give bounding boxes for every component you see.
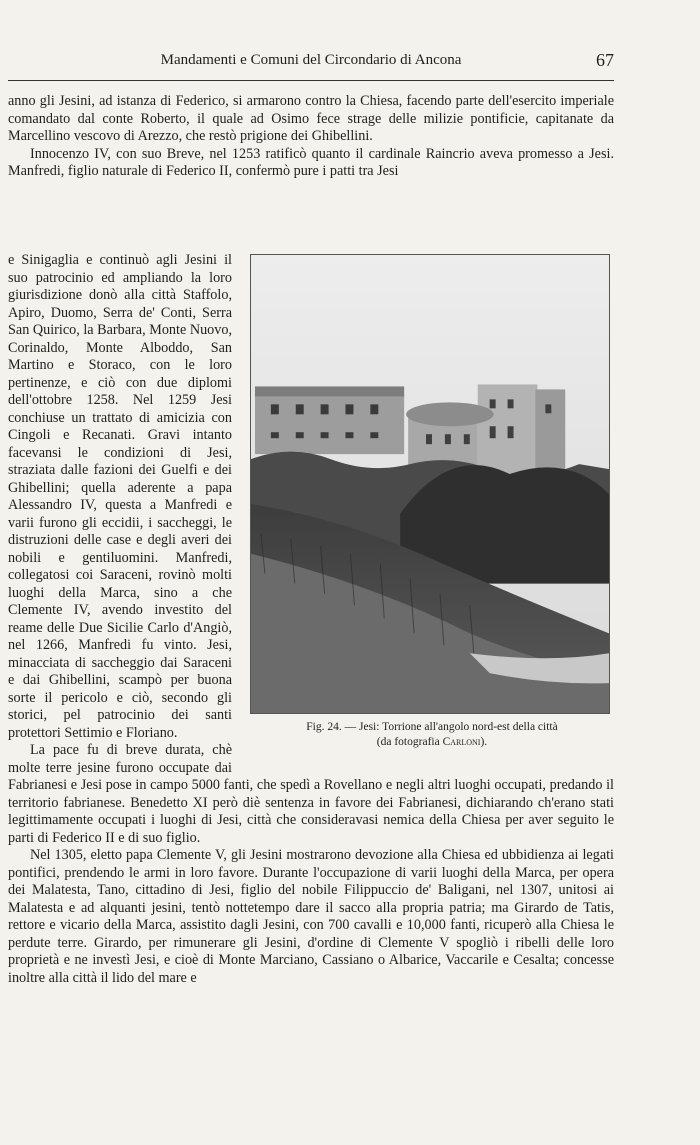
figure [242,254,614,754]
paragraph-1: anno gli Jesini, ad istanza di Federico, si armarono contro la Chiesa, facendo parte dell'esercito imperiale comandato dal conte Roberto, il quale ad Osimo fece strage delle milizie pontificie, capitanate da Marcellino vescovo di Arezzo, che restò prigione dei Ghibellini. [8,93,614,144]
wrapped-section [8,252,614,987]
paragraph-2: Innocenzo IV, con suo Breve, nel 1253 ratificò quanto il cardinale Raincrio aveva promesso a Jesi. Manfredi, figlio naturale di Federico II, confermò pure i patti tra Jesi [8,145,614,179]
header-rule [8,80,614,81]
figure-caption [250,720,614,750]
paragraph-4: Nel 1305, eletto papa Clemente V, gli Jesini mostrarono devozione alla Chiesa ed ubbidienza ai legati pontifici, prendendo le armi in loro favore. Durante l'occupazione di varii luoghi della Marca, per opera dei Malatesta, Tano, cittadino di Jesi, figlio del nobile Filippuccio de' Baligani, nel 1307, unitosi ai Malatesta e ad alquanti jesini, tentò nottetempo dare il sacco alla propria patria; ma Girardo de Tatis, rettore e vicario della Marca, assistito dagli Jesini, con 700 cavalli e 10,000 fanti, ricuperò alla Chiesa le perdute terre. Girardo, per rimunerare gli Jesini, d'ordine di Clemente V spogliò i ribelli delle loro proprietà e ne investì Jesi, e cioè di Monte Marciano, Cassiano o Albarice, Vaccarile e Cesalta; concesse inoltre alla città il lido del mare e [8,847,614,986]
wrapped-paragraph: e Sinigaglia e continuò agli Jesini il suo patrocinio ed ampliando la loro giurisdizione donò alla città Staffolo, Apiro, Duomo, Serra de' Conti, Serra San Quirico, la Barbara, Monte Nuovo, Corinaldo, Monte Alboddo, San Martino e Storaco, con le loro pertinenze, e ciò con due diplomi dell'ottobre 1258. Nel 1259 Jesi conchiuse un trattato di amicizia con Cingoli e Recanati. Gravi intanto facevansi le condizioni di Jesi, straziata dalle fazioni dei Guelfi e dei Ghibellini; quella aderente a papa Alessandro IV, questa a Manfredi e varii furono gli eccidii, i saccheggi, le distruzioni delle case e degli averi dei nobili e gentiluomini. Manfredi, collegatosi coi Saraceni, rovinò molti luoghi della Marca, sino a che Clemente IV, avendo investito del reame delle Due Sicilie Carlo d'Angiò, nel 1266, Manfredi fu vinto. Jesi, minacciata di saccheggio dai Saraceni e dai Ghibellini, scampò per buona sorte il pericolo e ciò, secondo gli storici, pel patrocinio dei santi protettori Settimio e Floriano. [8,252,232,741]
top-text-block [8,93,614,181]
header-title: Mandamenti e Comuni del Circondario di Ancona [160,52,462,68]
caption-label: Fig. 24. — [306,721,357,733]
bottom-text-block [8,742,614,987]
caption-credit-prefix: (da fotografia [376,736,440,748]
caption-text: Jesi: Torrione all'angolo nord-est della città [358,721,558,733]
paragraph-3: La pace fu di breve durata, chè molte terre jesine furono occupate dai Fabrianesi e Jesi pose in campo 5000 fanti, che spedì a Rovellano e negli altri luoghi occupati, predando il territorio fabrianese. Benedetto XI però diè sentenza in favore dei Fabrianesi, dichiarando ch'erano stati legittimamente occupati i luoghi di Jesi, città che consideravasi nemica della Chiesa per aver seguito le parti di Federico II e di suo figlio. [8,742,614,846]
photo-jesi-tower [250,254,610,714]
page-number: 67 [596,50,614,70]
caption-credit-suffix: ). [480,736,488,748]
caption-credit-name: Carloni [442,736,481,748]
running-header [8,52,614,74]
